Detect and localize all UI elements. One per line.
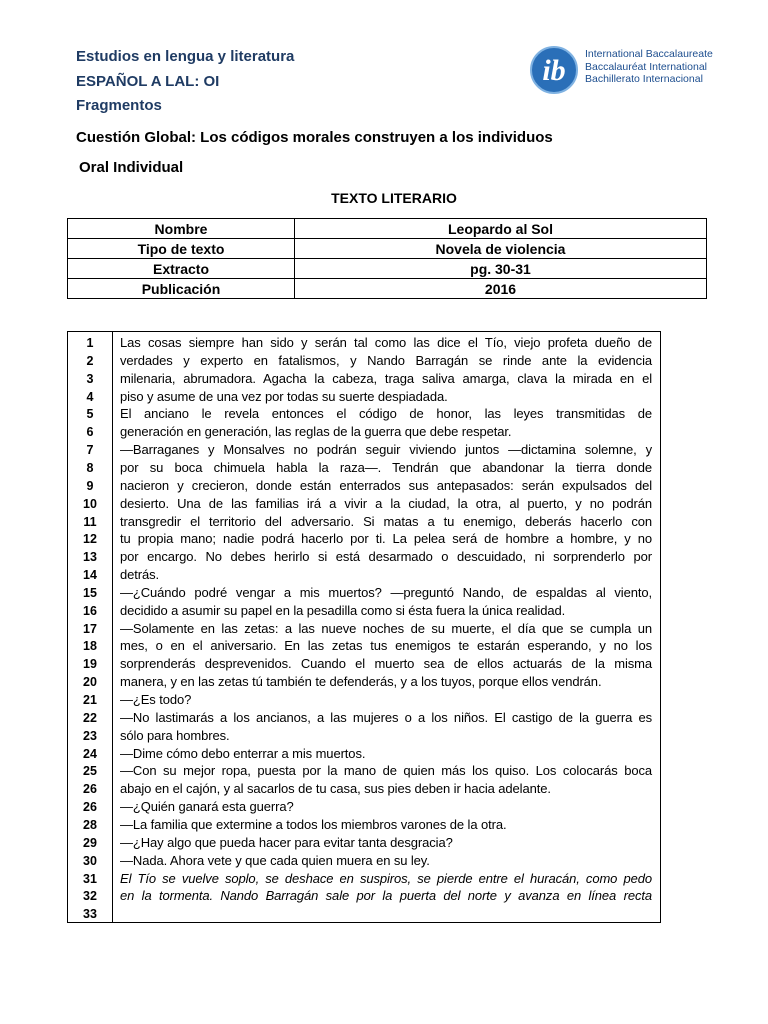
line-number: 26 (83, 782, 97, 797)
line-number: 13 (83, 550, 97, 565)
text-line: por su boca chimuela habla la raza—. Tendrán que abandonar la tierra donde (120, 459, 652, 475)
line-number: 5 (86, 407, 94, 422)
text-line: —Barraganes y Monsalves no podrán seguir viviendo juntos —dictamina solemne, y (120, 442, 652, 458)
global-question: Cuestión Global: Los códigos morales construyen a los individuos (76, 129, 553, 146)
text-line: —¿Hay algo que pueda hacer para evitar tanta desgracia? (120, 834, 453, 850)
text-line: piso y asume de una vez por todas su suerte despiadada. (120, 388, 448, 404)
info-value: Leopardo al Sol (295, 219, 707, 239)
line-number: 3 (86, 371, 94, 386)
line-number: 15 (83, 585, 97, 600)
text-line: El anciano le revela entonces el código de honor, las leyes transmitidas de (120, 406, 652, 422)
text-line: mes, o en el aniversario. En las zetas tus enemigos te estarán esperando, y no los (120, 638, 652, 654)
line-number: 6 (86, 425, 94, 440)
line-number: 2 (86, 353, 94, 368)
line-number: 25 (83, 764, 97, 779)
text-line: nacieron y crecieron, donde están enterrados sus antepasados: serán expulsados del (120, 477, 652, 493)
info-value: pg. 30-31 (295, 259, 707, 279)
ib-name-en: International Baccalaureate (585, 48, 713, 60)
line-number: 4 (86, 389, 94, 404)
line-number: 14 (83, 568, 97, 583)
line-number: 11 (83, 514, 97, 529)
line-number: 7 (86, 443, 94, 458)
text-line: sólo para hombres. (120, 727, 230, 743)
text-line: sorprenderás desprevenidos. Cuando el muerto sea de ellos actuarás de la misma (120, 656, 652, 672)
text-line: —¿Cuándo podré vengar a mis muertos? —preguntó Nando, de espaldas al viento, (120, 584, 652, 600)
line-number: 12 (83, 532, 97, 547)
text-line: —Nada. Ahora vete y que cada quien muera en su ley. (120, 852, 430, 868)
text-line: abajo en el cajón, y al sacarlos de tu casa, sus pies deben ir hacia adelante. (120, 781, 551, 797)
text-line (120, 905, 652, 923)
text-line: verdades y experto en fatalismos, y Nando Barragán se rinde ante la evidencia (120, 352, 652, 368)
info-label: Extracto (68, 259, 295, 279)
text-line: —No lastimarás a los ancianos, a las mujeres o a los niños. El castigo de la guerra es (120, 709, 652, 725)
info-label: Tipo de texto (68, 239, 295, 259)
text-line: manera, y en las zetas tú también te defenderás, y a los tuyos, porque ellos vendrán. (120, 674, 602, 690)
info-table (67, 218, 707, 299)
line-number: 18 (83, 639, 97, 654)
ib-logo-letters: ib (542, 54, 566, 87)
line-number: 21 (83, 693, 97, 707)
course-title: Estudios en lengua y literatura (76, 48, 295, 65)
line-number: 17 (83, 621, 97, 636)
line-number: 26 (83, 800, 97, 815)
info-value: Novela de violencia (295, 239, 707, 259)
line-number: 20 (83, 675, 97, 690)
text-line: detrás. (120, 567, 160, 583)
table-row (68, 279, 707, 299)
table-row (68, 259, 707, 279)
table-row (68, 239, 707, 259)
text-line: en la tormenta. Nando Barragán sale por la puerta del norte y avanza en línea recta (120, 888, 652, 904)
text-line: —¿Es todo? (120, 692, 192, 707)
ib-logo (529, 44, 729, 96)
text-line: tu propia mano; nadie podrá hacerlo por ti. La pelea será de hombre a hombre, y no (120, 531, 652, 547)
line-number: 1 (86, 336, 94, 350)
text-line: El Tío se vuelve soplo, se deshace en suspiros, se pierde entre el huracán, como pedo (120, 870, 652, 886)
line-number: 32 (83, 889, 97, 904)
text-line: por encargo. No debes herirlo si está desarmado o descuidado, ni sorprenderlo por (120, 549, 652, 565)
line-number: 23 (83, 728, 97, 743)
line-number: 28 (83, 817, 97, 832)
section-title: TEXTO LITERARIO (331, 190, 457, 206)
line-number: 22 (83, 710, 97, 725)
line-number: 31 (83, 871, 97, 886)
line-number: 33 (83, 907, 97, 922)
ib-name-es: Bachillerato Internacional (585, 73, 703, 85)
info-value: 2016 (295, 279, 707, 299)
text-line: decidido a asumir su papel en la pesadilla como si ésta fuera la única realidad. (120, 602, 566, 618)
text-line: —La familia que extermine a todos los miembros varones de la otra. (120, 816, 507, 832)
line-number: 19 (83, 657, 97, 672)
text-line: —Solamente en las zetas: a las nueve noches de su muerte, el día que se cumpla un (120, 620, 652, 636)
line-number: 30 (83, 853, 97, 868)
line-number: 10 (83, 496, 97, 511)
ib-logo-icon (529, 44, 581, 96)
text-line: Las cosas siempre han sido y serán tal como las dice el Tío, viejo profeta dueño de (120, 335, 652, 350)
line-number: 29 (83, 835, 97, 850)
line-number: 24 (83, 746, 97, 761)
oral-heading: Oral Individual (79, 159, 184, 176)
line-number: 8 (86, 460, 94, 475)
text-line: —Con su mejor ropa, puesta por la mano de quien más los quiso. Los colocarás boca (120, 763, 652, 779)
text-line: desierto. Una de las familias irá a vivir a la ciudad, la otra, al puerto, y no podrán (120, 495, 652, 511)
text-line: —¿Quién ganará esta guerra? (120, 799, 294, 815)
ib-name-fr: Baccalauréat International (585, 60, 707, 73)
text-excerpt-box (67, 331, 661, 923)
text-line: milenaria, abrumadora. Agacha la cabeza, traga saliva amarga, clava la mirada en el (120, 370, 652, 386)
course-level: ESPAÑOL A LAL: OI (76, 73, 220, 90)
course-section: Fragmentos (76, 97, 162, 114)
table-row (68, 219, 707, 239)
text-line: transgredir el territorio del adversario. Si matas a tu enemigo, deberás hacerlo con (120, 513, 652, 529)
text-line: —Dime cómo debo enterrar a mis muertos. (120, 745, 366, 761)
line-number: 16 (83, 603, 97, 618)
ib-logo-text (585, 48, 713, 86)
info-label: Publicación (68, 279, 295, 299)
text-line: generación en generación, las reglas de la guerra que debe respetar. (120, 424, 512, 440)
info-label: Nombre (68, 219, 295, 239)
line-number: 9 (86, 478, 94, 493)
